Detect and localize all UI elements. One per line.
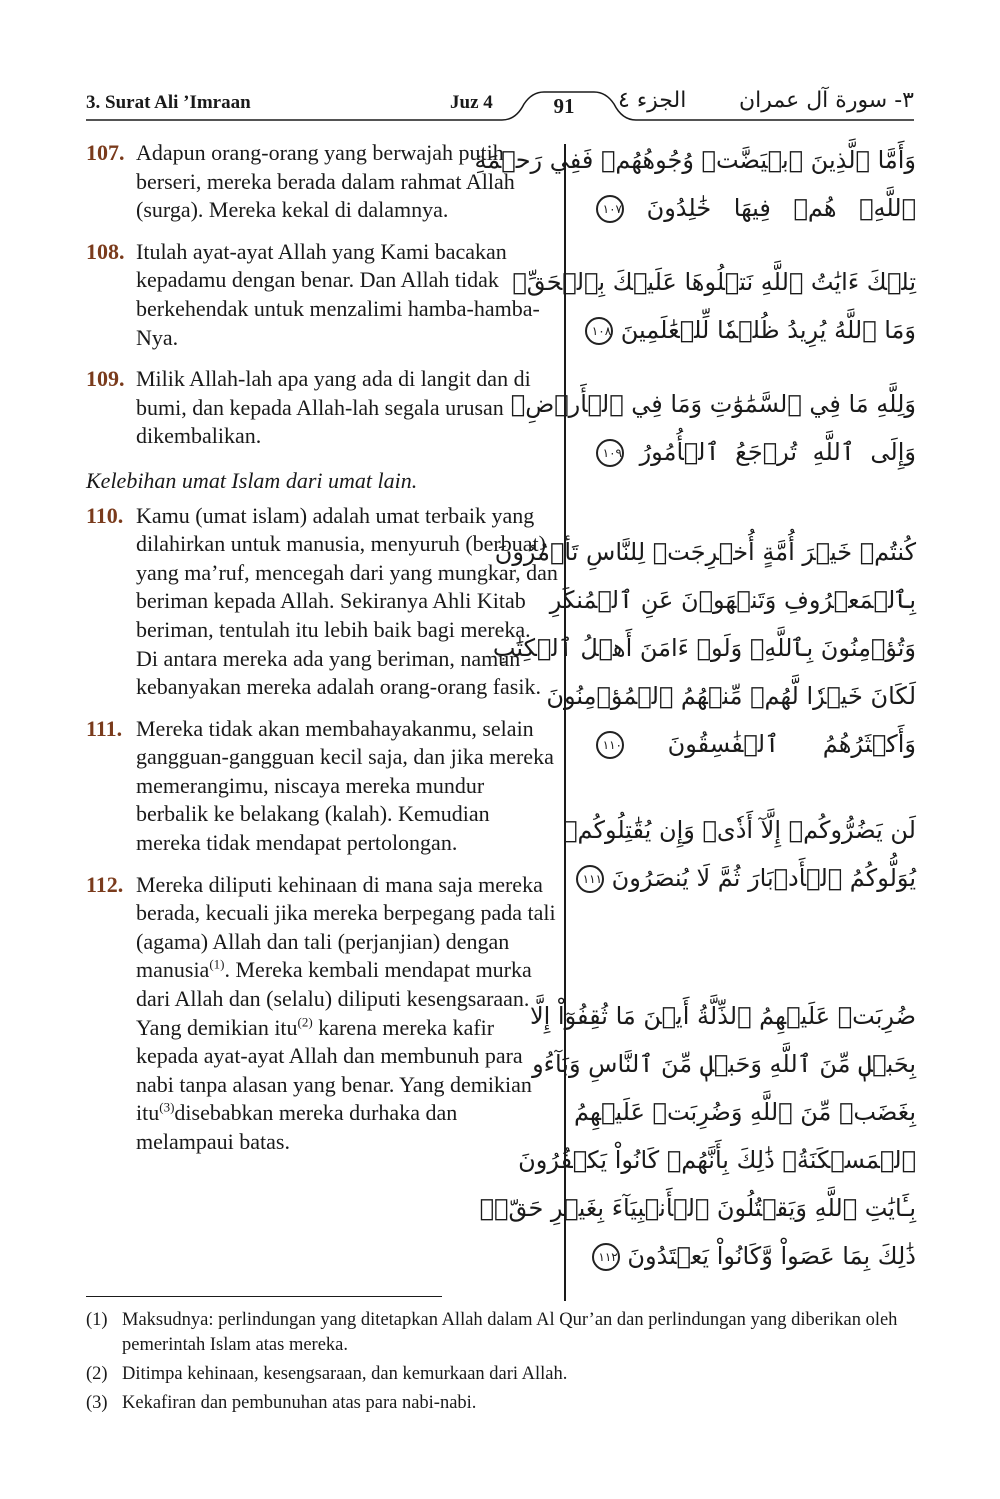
verse-translation bbox=[86, 365, 558, 451]
juz-label: Juz 4 bbox=[450, 92, 493, 113]
arabic-line: وَلِلَّهِ مَا فِي ٱلسَّمَٰوَٰتِ وَمَا فِي ٱلۡأَرۡضِۚ bbox=[510, 390, 916, 418]
arabic-line: بِـَٔايَٰتِ ٱللَّهِ وَيَقۡتُلُونَ ٱلۡأَنۢبِيَآءَ بِغَيۡرِ حَقّٖۚ bbox=[479, 1194, 916, 1222]
arabic-verse bbox=[474, 136, 916, 232]
arabic-line: بِٱلۡمَعۡرُوفِ وَتَنۡهَوۡنَ عَنِ ٱلۡمُنكَرِ bbox=[549, 586, 916, 614]
verse-number: 112. bbox=[86, 871, 124, 897]
footnote-text: Ditimpa kehinaan, kesengsaraan, dan kemurkaan dari Allah. bbox=[122, 1364, 568, 1384]
arabic-line: وَإِلَى ٱللَّهِ تُرۡجَعُ ٱلۡأُمُورُ ١٠٩ bbox=[592, 428, 916, 476]
page-header bbox=[86, 88, 914, 118]
footnote-text: Kekafiran dan pembunuhan atas para nabi-nabi. bbox=[122, 1393, 477, 1413]
ayah-number-marker: ١٠٨ bbox=[585, 317, 613, 345]
verse-text: Milik Allah-lah apa yang ada di langit dan di bumi, dan kepada Allah-lah segala urusan dikembalikan. bbox=[136, 366, 531, 449]
ayah-number-marker: ١١٢ bbox=[592, 1243, 620, 1271]
verse-number: 107. bbox=[86, 140, 125, 165]
arabic-line: بِحَبۡلٖ مِّنَ ٱللَّهِ وَحَبۡلٖ مِّنَ ٱلنَّاسِ وَبَآءُو bbox=[532, 1050, 916, 1078]
verse-number: 109. bbox=[86, 366, 125, 392]
section-heading: Kelebihan umat Islam dari umat lain. bbox=[86, 467, 418, 493]
footnote bbox=[86, 1362, 918, 1387]
footnote-number: (1) bbox=[86, 1310, 108, 1330]
arabic-verse bbox=[492, 528, 916, 768]
arabic-line: وَأَكۡثَرُهُمُ ٱلۡفَٰسِقُونَ ١١٠ bbox=[592, 720, 916, 768]
verse-number: 111. bbox=[86, 715, 123, 741]
verse-text-part: Mereka diliputi kehinaan di mana saja mereka berada, kecuali jika mereka berpegang pada tali (agama) Allah dan tali (perjanjian) dengan manusia bbox=[136, 871, 556, 983]
footnote-rule bbox=[86, 1296, 442, 1297]
verse-number: 110. bbox=[86, 502, 124, 528]
footnote bbox=[86, 1308, 918, 1358]
translation-column bbox=[86, 139, 558, 1170]
ayah-number-marker: ١٠٩ bbox=[596, 439, 624, 467]
arabic-line: بِغَضَبٖ مِّنَ ٱللَّهِ وَضُرِبَتۡ عَلَيۡهِمُ bbox=[573, 1098, 916, 1126]
arabic-line: لَكَانَ خَيۡرٗا لَّهُمۚ مِّنۡهُمُ ٱلۡمُؤۡمِنُونَ bbox=[546, 682, 916, 710]
arabic-line: ٱلۡمَسۡكَنَةُۚ ذَٰلِكَ بِأَنَّهُمۡ كَانُواْ يَكۡفُرُونَ bbox=[518, 1146, 916, 1174]
arabic-verse bbox=[510, 380, 916, 476]
verse-number: 108. bbox=[86, 238, 125, 264]
ayah-number-marker: ١٠٧ bbox=[596, 195, 624, 223]
arabic-column bbox=[474, 136, 916, 1280]
verse-text-part: . Mereka kembali mendapat murka dari Allah dan (selalu) diliputi kesengsaraan. Yang demikian itu bbox=[136, 957, 532, 1040]
arabic-line: ضُرِبَتۡ عَلَيۡهِمُ ٱلذِّلَّةُ أَيۡنَ مَا ثُقِفُوٓاْ إِلَّا bbox=[529, 1002, 916, 1030]
arabic-line: وَمَا ٱللَّهُ يُرِيدُ ظُلۡمٗا لِّلۡعَٰلَمِينَ ١٠٨ bbox=[592, 306, 916, 354]
verse-text-part: disebabkan mereka durhaka dan melampaui batas. bbox=[136, 1100, 458, 1154]
verse-text: Itulah ayat-ayat Allah yang Kami bacakan kepadamu dengan benar. Dan Allah tidak berkehendak untuk menzalimi hamba-hamba-Nya. bbox=[136, 238, 540, 350]
verse-translation bbox=[86, 502, 558, 702]
page-number: 91 bbox=[553, 94, 575, 118]
footnote-reference[interactable]: (1) bbox=[209, 957, 225, 973]
ayah-number-marker: ١١١ bbox=[576, 865, 604, 893]
ayah-number-marker: ١١٠ bbox=[596, 731, 624, 759]
arabic-line: ٱللَّهِۖ هُمۡ فِيهَا خَٰلِدُونَ ١٠٧ bbox=[592, 184, 916, 232]
arabic-verse bbox=[479, 992, 916, 1280]
juz-label-arabic: الجزء ٤ bbox=[618, 88, 687, 113]
arabic-line: يُوَلُّوكُمُ ٱلۡأَدۡبَارَ ثُمَّ لَا يُنصَرُونَ ١١١ bbox=[592, 854, 916, 902]
arabic-line: ذَٰلِكَ بِمَا عَصَواْ وَّكَانُواْ يَعۡتَدُونَ ١١٢ bbox=[592, 1232, 916, 1280]
footnote-text: Maksudnya: perlindungan yang ditetapkan Allah dalam Al Qur’an dan perlindungan yang diberikan oleh pemerintah Islam atas mereka. bbox=[122, 1310, 898, 1355]
arabic-line: تِلۡكَ ءَايَٰتُ ٱللَّهِ نَتۡلُوهَا عَلَيۡكَ بِٱلۡحَقِّۗ bbox=[512, 268, 916, 296]
arabic-line: كُنتُمۡ خَيۡرَ أُمَّةٍ أُخۡرِجَتۡ لِلنَّاسِ تَأۡمُرُونَ bbox=[494, 538, 916, 566]
footnote-number: (3) bbox=[86, 1393, 108, 1413]
surah-title-arabic: ٣- سورة آل عمران bbox=[738, 88, 914, 113]
footnote-reference[interactable]: (3) bbox=[159, 1100, 175, 1116]
arabic-line: وَتُؤۡمِنُونَ بِٱللَّهِۗ وَلَوۡ ءَامَنَ أَهۡلُ ٱلۡكِتَٰبِ bbox=[492, 634, 916, 662]
arabic-line: لَن يَضُرُّوكُمۡ إِلَّآ أَذٗىۖ وَإِن يُقَٰتِلُوكُمۡ bbox=[563, 816, 916, 844]
verse-translation bbox=[86, 715, 558, 858]
footnote-reference[interactable]: (2) bbox=[297, 1014, 313, 1030]
footnote bbox=[86, 1391, 918, 1416]
verse-text: Adapun orang-orang yang berwajah putih berseri, mereka berada dalam rahmat Allah (surga). Mereka kekal di dalamnya. bbox=[136, 140, 515, 223]
footnotes bbox=[86, 1308, 918, 1420]
verse-translation bbox=[86, 238, 558, 352]
arabic-line: وَأَمَّا ٱلَّذِينَ ٱبۡيَضَّتۡ وُجُوهُهُمۡ فَفِي رَحۡمَةِ bbox=[474, 146, 916, 174]
verse-translation bbox=[86, 871, 558, 1157]
arabic-verse bbox=[563, 806, 916, 902]
column-divider bbox=[564, 144, 566, 1301]
arabic-verse bbox=[512, 258, 916, 354]
surah-title: 3. Surat Ali ’Imraan bbox=[86, 92, 251, 113]
footnote-number: (2) bbox=[86, 1364, 108, 1384]
verse-text: Kamu (umat islam) adalah umat terbaik yang dilahirkan untuk manusia, menyuruh (berbuat) yang ma’ruf, mencegah dari yang mungkar, dan beriman kepada Allah. Sekiranya Ahli Kitab beriman, tentulah itu lebih baik bagi mereka. Di antara mereka ada yang beriman, namun kebanyakan mereka adalah orang-orang fasik. bbox=[136, 502, 558, 700]
verse-text-part: karena mereka kafir kepada ayat-ayat Allah dan membunuh para nabi tanpa alasan yang benar. Yang demikian itu bbox=[136, 1014, 532, 1126]
verse-text: Mereka tidak akan membahayakanmu, selain gangguan-gangguan kecil saja, dan jika mereka memerangimu, niscaya mereka mundur berbalik ke belakang (kalah). Kemudian mereka tidak mendapat pertolongan. bbox=[136, 715, 554, 856]
